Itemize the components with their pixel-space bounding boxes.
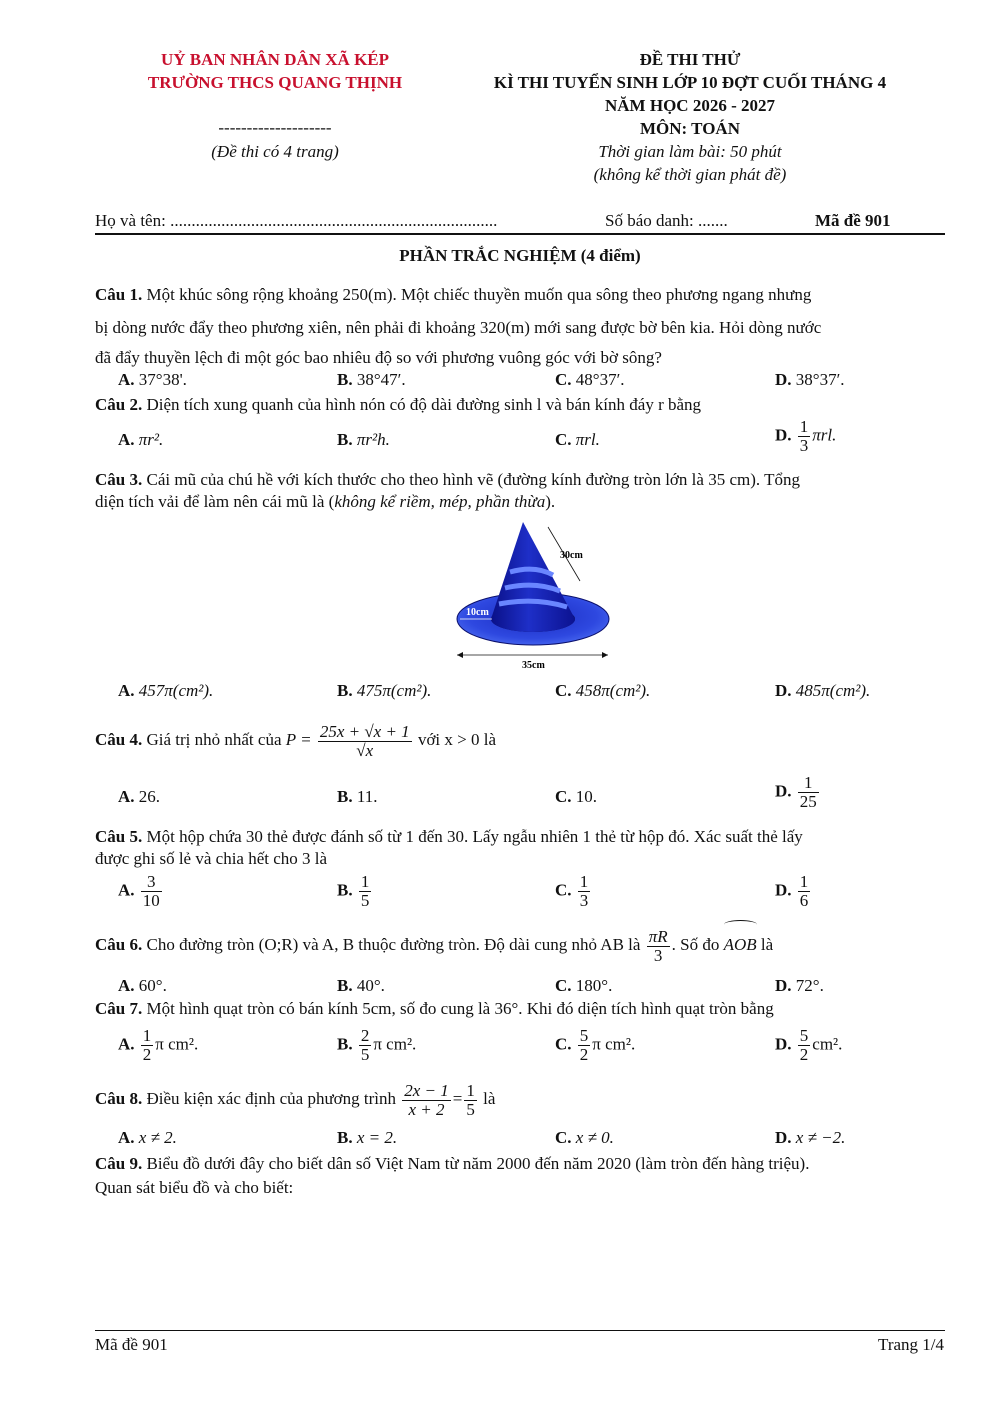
question-4: Câu 4. Giá trị nhỏ nhất của P = $\frac{25x + √x + 1}{√x}$ với x > 0 là xyxy=(95,721,497,760)
q4-option-c: C. 10. xyxy=(555,787,598,806)
question-9-line-1: Câu 9. Biểu đồ dưới đây cho biết dân số Việt Nam từ năm 2000 đến năm 2020 (làm tròn đến hàng triệu). xyxy=(95,1154,810,1173)
q8-option-b: B. x = 2. xyxy=(337,1128,398,1147)
q1-option-c: C. 48°37′. xyxy=(555,370,625,389)
q3-option-c: C. 458π(cm²). xyxy=(555,681,651,700)
clown-hat-figure xyxy=(440,515,630,675)
footer-page-number: Trang 1/4 xyxy=(878,1335,944,1354)
q1-option-d: D. 38°37′. xyxy=(775,370,845,389)
header-time: Thời gian làm bài: 50 phút xyxy=(598,142,782,161)
question-7: Câu 7. Một hình quạt tròn có bán kính 5cm, số đo cung là 36°. Khi đó diện tích hình quạt tròn bằng xyxy=(95,999,774,1018)
question-1-line-2: bị dòng nước đẩy theo phương xiên, nên phải đi khoảng 320(m) mới sang được bờ bên kia. Hỏi dòng nước xyxy=(95,318,822,337)
q7-option-d: D. $\frac{5}{2}$ cm². xyxy=(775,1026,843,1064)
question-3-line-2: diện tích vải để làm nên cái mũ là (không kể riềm, mép, phần thừa). xyxy=(95,492,556,511)
q8-option-a: A. x ≠ 2. xyxy=(118,1128,177,1147)
question-8: Câu 8. Điều kiện xác định của phương trình $\frac{2x - 1}{x + 2}$ = $\frac{1}{5}$ là xyxy=(95,1080,496,1119)
slant-height-label: 30cm xyxy=(560,550,583,561)
question-3-line-1: Câu 3. Cái mũ của chú hề với kích thước cho theo hình vẽ (đường kính đường tròn lớn là 35 cm). Tổng xyxy=(95,470,800,489)
question-5-line-2: được ghi số lẻ và chia hết cho 3 là xyxy=(95,849,328,868)
header-exam-name: KÌ THI TUYỂN SINH LỚP 10 ĐỢT CUỐI THÁNG 4 xyxy=(493,73,887,92)
q3-option-b: B. 475π(cm²). xyxy=(337,681,432,700)
footer-divider xyxy=(95,1330,945,1331)
q5-option-a: A. $\frac{3}{10}$ xyxy=(118,872,160,910)
q7-option-b: B. $\frac{2}{5}$ π cm². xyxy=(337,1026,417,1064)
q7-option-a: A. $\frac{1}{2}$ π cm². xyxy=(118,1026,199,1064)
header-school-year: NĂM HỌC 2026 - 2027 xyxy=(605,96,775,115)
q2-option-c: C. πrl. xyxy=(555,430,600,449)
header-exam-type: ĐỀ THI THỬ xyxy=(639,50,741,69)
q6-option-a: A. 60°. xyxy=(118,976,167,995)
footer-exam-code: Mã đề 901 xyxy=(95,1335,168,1354)
q2-option-a: A. πr². xyxy=(118,430,164,449)
header-time-note: (không kể thời gian phát đề) xyxy=(593,165,787,184)
q6-option-c: C. 180°. xyxy=(555,976,613,995)
info-divider xyxy=(95,233,945,235)
candidate-number-field: Số báo danh: ....... xyxy=(605,211,728,230)
diameter-label: 35cm xyxy=(522,660,545,671)
candidate-name-field: Họ và tên: ............................................................................. xyxy=(95,211,498,230)
q4-option-d: D. $\frac{1}{25}$ xyxy=(775,773,817,811)
question-2: Câu 2. Diện tích xung quanh của hình nón có độ dài đường sinh l và bán kính đáy r bằng xyxy=(95,395,702,414)
q3-option-a: A. 457π(cm²). xyxy=(118,681,214,700)
q5-option-d: D. $\frac{1}{6}$ xyxy=(775,872,809,910)
q7-option-c: C. $\frac{5}{2}$ π cm². xyxy=(555,1026,636,1064)
q1-option-b: B. 38°47′. xyxy=(337,370,406,389)
header-dashes: -------------------- xyxy=(218,118,332,137)
arc-aob: AOB xyxy=(724,925,757,965)
question-5-line-1: Câu 5. Một hộp chứa 30 thẻ được đánh số từ 1 đến 30. Lấy ngẫu nhiên 1 thẻ từ hộp đó. Xác suất thẻ lấy xyxy=(95,827,803,846)
q3-option-d: D. 485π(cm²). xyxy=(775,681,871,700)
q5-option-b: B. $\frac{1}{5}$ xyxy=(337,872,370,910)
q8-option-c: C. x ≠ 0. xyxy=(555,1128,614,1147)
q4-option-b: B. 11. xyxy=(337,787,378,806)
q5-option-c: C. $\frac{1}{3}$ xyxy=(555,872,589,910)
question-1-label: Câu 1. xyxy=(95,285,143,304)
q4-option-a: A. 26. xyxy=(118,787,161,806)
q1-option-a: A. 37°38'. xyxy=(118,370,187,389)
header-authority: UỶ BAN NHÂN DÂN XÃ KÉP xyxy=(160,50,390,69)
q6-option-d: D. 72°. xyxy=(775,976,824,995)
section-title: PHẦN TRẮC NGHIỆM (4 điểm) xyxy=(399,246,641,265)
q8-option-d: D. x ≠ −2. xyxy=(775,1128,846,1147)
header-school: TRƯỜNG THCS QUANG THỊNH xyxy=(147,73,403,92)
hat-cone xyxy=(491,522,575,632)
question-1-line-3: đã đẩy thuyền lệch đi một góc bao nhiêu độ so với phương vuông góc với bờ sông? xyxy=(95,348,662,367)
question-9-line-2: Quan sát biểu đồ và cho biết: xyxy=(95,1178,294,1197)
brim-width-label: 10cm xyxy=(466,607,489,618)
question-6: Câu 6. Cho đường tròn (O;R) và A, B thuộc đường tròn. Độ dài cung nhỏ AB là $\frac{\pi R}{3}$ . Số đo AOB là xyxy=(95,926,774,965)
q6-option-b: B. 40°. xyxy=(337,976,385,995)
header-page-count: (Đề thi có 4 trang) xyxy=(211,142,339,161)
question-1-line-1: Câu 1. Một khúc sông rộng khoảng 250(m). Một chiếc thuyền muốn qua sông theo phương ngang nhưng xyxy=(95,285,812,304)
header-subject: MÔN: TOÁN xyxy=(640,119,740,138)
q2-option-b: B. πr²h. xyxy=(337,430,390,449)
exam-code: Mã đề 901 xyxy=(815,211,891,230)
q2-option-d: D. $\frac{1}{3}$ πrl. xyxy=(775,417,837,455)
